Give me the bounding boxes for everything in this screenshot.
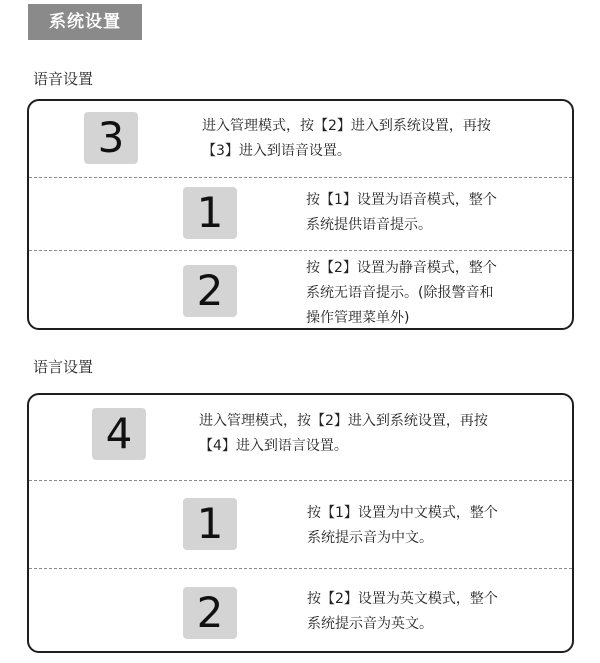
language-option-english [29,569,572,653]
key-1: 1 [183,498,237,550]
section-tag: 系统设置 [28,4,142,40]
key-1: 1 [183,187,237,239]
key-2: 2 [183,587,237,639]
option-description: 按【1】设置为中文模式，整个 系统提示音为中文。 [307,505,498,546]
voice-option-voice-mode [29,178,572,250]
key-4: 4 [92,408,146,460]
option-description: 按【1】设置为语音模式，整个 系统提供语音提示。 [306,192,497,233]
language-settings-panel [27,393,574,653]
step-description: 进入管理模式，按【2】进入到系统设置，再按 【3】进入到语音设置。 [202,118,491,159]
option-description: 按【2】设置为英文模式，整个 系统提示音为英文。 [307,591,498,632]
key-3: 3 [84,112,138,164]
step-description: 进入管理模式，按【2】进入到系统设置，再按 【4】进入到语言设置。 [199,413,488,454]
voice-settings-heading: 语音设置 [33,70,94,88]
language-settings-heading: 语言设置 [33,358,94,376]
language-option-chinese [29,481,572,567]
voice-step-enter [29,101,572,177]
voice-option-silent-mode [29,251,572,330]
language-step-enter [29,395,572,479]
key-2: 2 [183,265,237,317]
option-description: 按【2】设置为静音模式，整个 系统无语音提示。(除报警音和 操作管理菜单外) [306,260,497,326]
voice-settings-panel [27,99,574,330]
